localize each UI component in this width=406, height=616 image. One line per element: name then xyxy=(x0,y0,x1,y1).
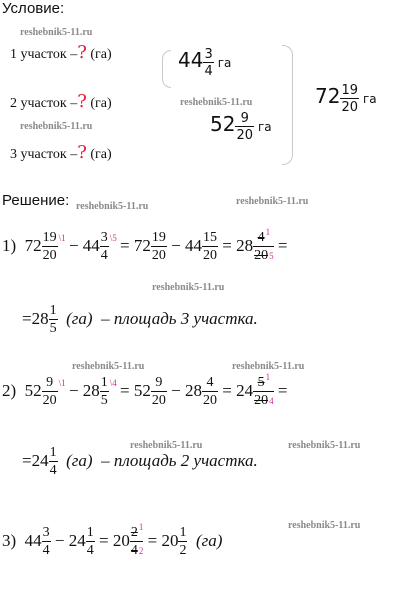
watermark: reshebnik5-11.ru xyxy=(288,520,361,531)
condition-heading: Условие: xyxy=(2,0,65,17)
watermark: reshebnik5-11.ru xyxy=(72,361,145,372)
step-2-equation: 2) 52 $\frac{9}{20}$ $^{\backslash 1}$ − 28 $\frac{1}{5}$ $^{\backslash 4}$ = 52 $\frac{9}{20}$ − 28 $\frac{4}{20}$ = 24 $\frac{5^1}{204}$ = xyxy=(2,372,288,408)
step-2-result: =24 $\frac{1}{4}$ (га) – площадь 2 участка. xyxy=(22,445,258,478)
watermark: reshebnik5-11.ru xyxy=(236,196,309,207)
given-plot-3: 52 $\frac{9}{20}$ га xyxy=(210,111,272,144)
watermark: reshebnik5-11.ru xyxy=(152,282,225,293)
plot-1-label: 1 участок –? (га) xyxy=(10,42,112,63)
step-1-result: =28 $\frac{1}{5}$ (га) – площадь 3 участка. xyxy=(22,303,258,336)
left-brace-decoration xyxy=(162,50,171,88)
question-mark: ? xyxy=(77,91,87,112)
watermark: reshebnik5-11.ru xyxy=(232,361,305,372)
watermark: reshebnik5-11.ru xyxy=(76,201,149,212)
watermark: reshebnik5-11.ru xyxy=(20,27,93,38)
given-plot-1: 44 $\frac{3}{4}$ га xyxy=(178,47,232,80)
watermark: reshebnik5-11.ru xyxy=(130,440,203,451)
step-1-equation: 1) 72 $\frac{19}{20}$ $^{\backslash 1}$ − 44 $\frac{3}{4}$ $^{\backslash 5}$ = 72 $\frac{19}{20}$ − 44 $\frac{15}{20}$ = 28 $\frac{4^1}{205}$ = xyxy=(2,227,288,263)
watermark: reshebnik5-11.ru xyxy=(180,97,253,108)
given-total: 72 $\frac{19}{20}$ га xyxy=(315,83,377,116)
plot-3-label: 3 участок –? (га) xyxy=(10,142,112,163)
question-mark: ? xyxy=(77,42,87,63)
watermark: reshebnik5-11.ru xyxy=(288,440,361,451)
step-3-equation: 3) 44 $\frac{3}{4}$ − 24 $\frac{1}{4}$ = 20 $\frac{2^1}{42}$ = 20 $\frac{1}{2}$ (га) xyxy=(2,522,223,558)
plot-2-label: 2 участок –? (га) xyxy=(10,91,112,112)
solution-heading: Решение: xyxy=(2,192,70,209)
question-mark: ? xyxy=(77,142,87,163)
watermark: reshebnik5-11.ru xyxy=(20,121,93,132)
right-brace-decoration xyxy=(282,45,293,165)
